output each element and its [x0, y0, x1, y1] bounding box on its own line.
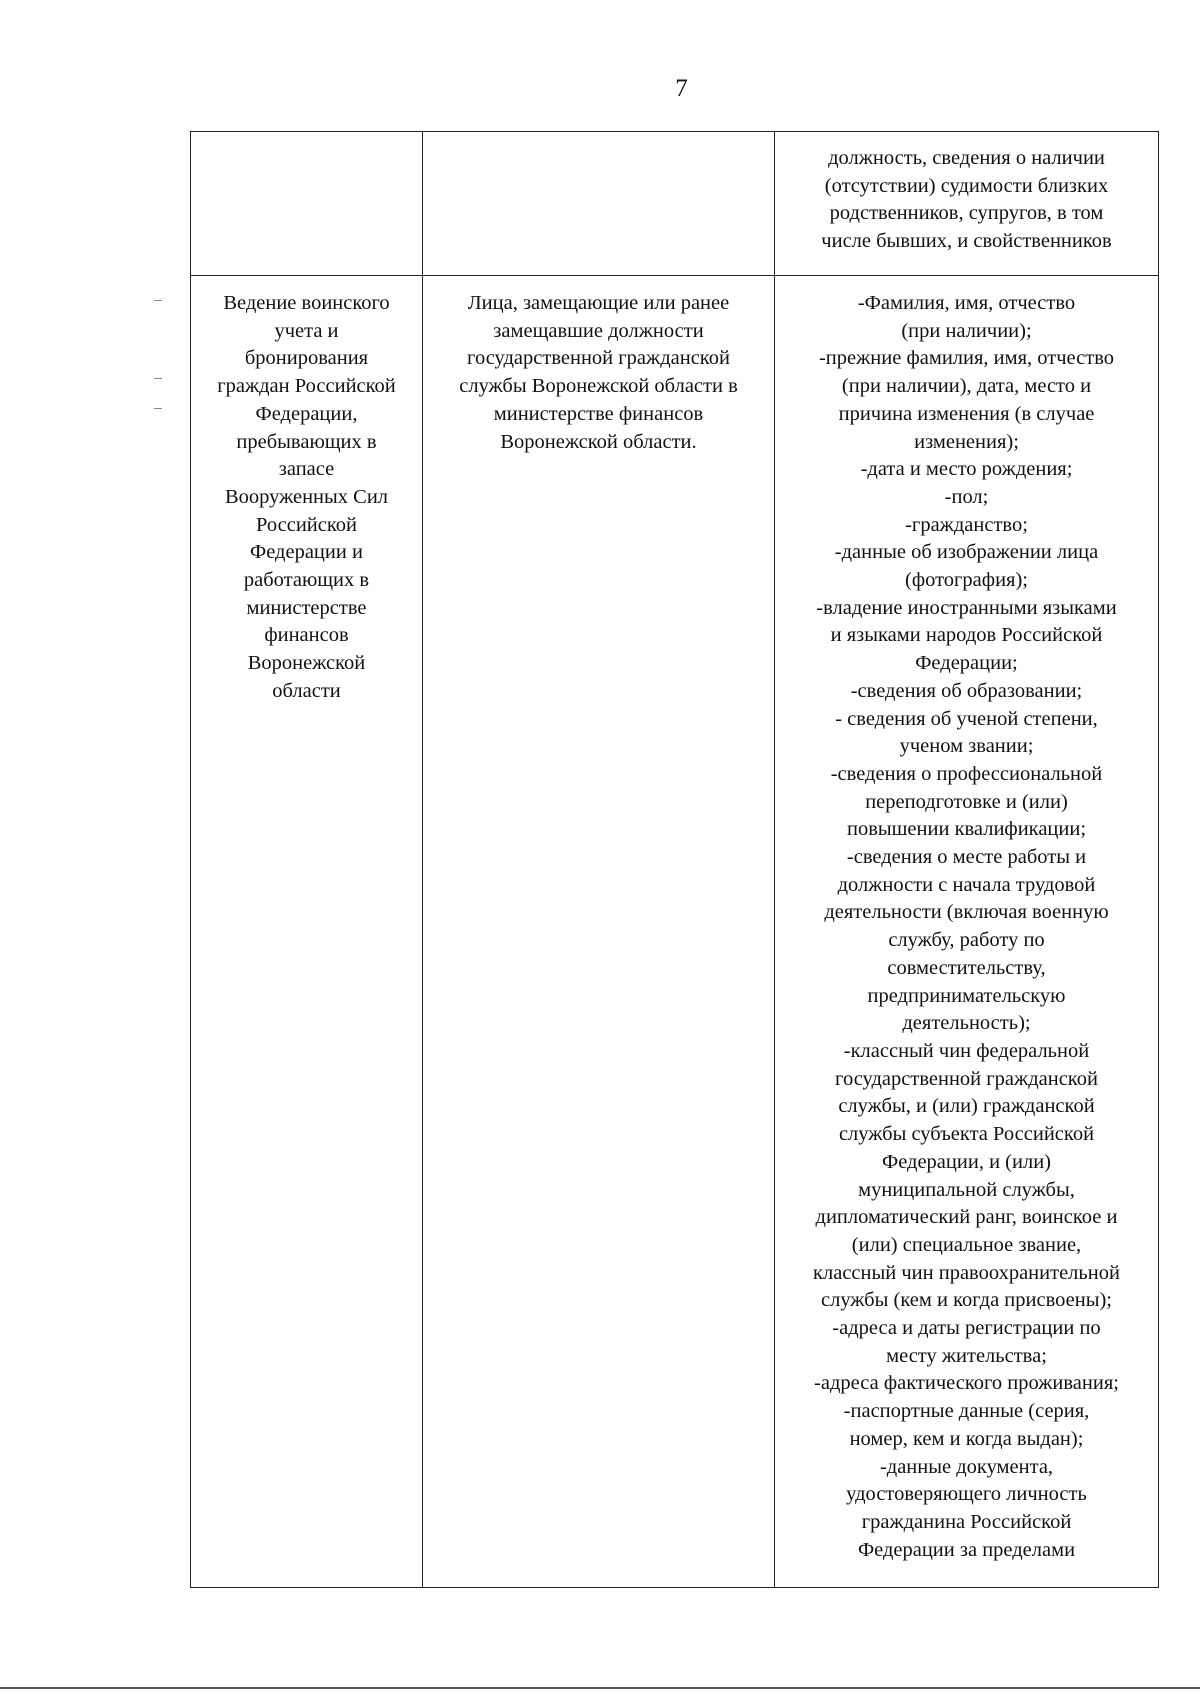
- text-line: -пол;: [944, 485, 989, 508]
- text-line: Федерации;: [915, 652, 1018, 675]
- text-line: Федерации и: [250, 541, 363, 564]
- text-line: службы Воронежской области в: [459, 375, 738, 398]
- table-row-continuation: [191, 132, 1159, 276]
- text-line: службы, и (или) гражданской: [838, 1095, 1095, 1118]
- text-line: финансов: [264, 624, 349, 647]
- text-line: повышении квалификации;: [846, 818, 1087, 841]
- text-line: числе бывших, и свойственников: [821, 230, 1112, 253]
- text-line: деятельность);: [902, 1012, 1031, 1035]
- text-line: причина изменения (в случае: [838, 402, 1095, 425]
- text-line: и языками народов Российской: [830, 624, 1103, 647]
- text-line: Воронежской области.: [500, 430, 697, 453]
- text-line: Вооруженных Сил: [224, 485, 389, 508]
- text-line: службы (кем и когда присвоены);: [820, 1289, 1112, 1312]
- text-line: -адреса и даты регистрации по: [832, 1317, 1101, 1340]
- text-line: - сведения об ученой степени,: [835, 707, 1098, 730]
- text-line: Ведение воинского: [223, 292, 390, 314]
- text-line: -гражданство;: [905, 513, 1028, 536]
- text-line: службы субъекта Российской: [838, 1123, 1095, 1146]
- text-line: предпринимательскую: [867, 984, 1066, 1007]
- text-line: государственной гражданской: [467, 347, 730, 370]
- text-line: (фотография);: [905, 569, 1028, 592]
- text-line: замещавшие должности: [493, 319, 704, 342]
- text-line: (при наличии), дата, место и: [841, 375, 1092, 398]
- text-line: Российской: [255, 513, 358, 536]
- text-line: -данные документа,: [879, 1455, 1054, 1478]
- text-line: переподготовке и (или): [865, 790, 1068, 813]
- text-line: министерстве финансов: [493, 402, 704, 425]
- continuation-text: [779, 145, 1154, 256]
- text-line: деятельности (включая военную: [824, 901, 1109, 924]
- text-line: должность, сведения о наличии: [828, 147, 1105, 169]
- personal-data-list-text: [777, 290, 1156, 1564]
- cell-subjects-empty: [423, 132, 775, 276]
- text-line: номер, кем и когда выдан);: [849, 1427, 1084, 1450]
- text-line: (отсутствии) судимости близких: [824, 174, 1109, 197]
- table-row-military-registration: [191, 276, 1159, 1588]
- text-line: -дата и место рождения;: [860, 458, 1073, 481]
- cell-purpose-empty: [191, 132, 423, 276]
- text-line: Федерации,: [255, 402, 358, 425]
- text-line: изменения);: [914, 430, 1019, 453]
- text-line: -паспортные данные (серия,: [843, 1400, 1090, 1423]
- text-line: Воронежской: [247, 652, 366, 675]
- text-line: -данные об изображении лица: [834, 541, 1099, 564]
- text-line: -владение иностранными языками: [816, 596, 1117, 619]
- text-line: -Фамилия, имя, отчество: [857, 292, 1076, 314]
- text-line: запасе: [278, 458, 335, 481]
- text-line: учета и: [274, 319, 339, 342]
- text-line: удостоверяющего личность: [846, 1483, 1087, 1506]
- text-line: Лица, замещающие или ранее: [467, 292, 730, 314]
- text-line: работающих в: [243, 569, 370, 592]
- cell-data-subjects: [423, 276, 775, 1588]
- text-line: бронирования: [244, 347, 369, 370]
- text-line: области: [272, 679, 341, 702]
- text-line: ученом звании;: [899, 735, 1034, 758]
- text-line: месту жительства;: [886, 1344, 1047, 1367]
- text-line: муниципальной службы,: [858, 1178, 1075, 1201]
- cell-personal-data-list: [775, 276, 1159, 1588]
- text-line: Федерации, и (или): [882, 1150, 1051, 1173]
- text-line: граждан Российской: [217, 375, 396, 398]
- text-line: дипломатический ранг, воинское и: [815, 1206, 1118, 1229]
- text-line: министерстве: [246, 596, 367, 619]
- text-line: государственной гражданской: [835, 1067, 1098, 1090]
- text-line: службу, работу по: [888, 929, 1045, 952]
- text-line: -сведения об образовании;: [850, 679, 1083, 702]
- text-line: Федерации за пределами: [857, 1538, 1076, 1561]
- text-line: (при наличии);: [901, 319, 1032, 342]
- text-line: -адреса фактического проживания;: [814, 1372, 1119, 1395]
- data-processing-table: [190, 131, 1159, 1588]
- text-line: -сведения о профессиональной: [830, 762, 1103, 785]
- cell-processing-purpose: [191, 276, 423, 1588]
- scan-margin-mark: [154, 300, 162, 301]
- processing-purpose-text: [197, 290, 416, 706]
- page-number: 7: [675, 75, 688, 102]
- text-line: совместительству,: [887, 956, 1046, 979]
- text-line: (или) специальное звание,: [851, 1233, 1082, 1256]
- cell-data-continuation: [775, 132, 1159, 276]
- text-line: классный чин правоохранительной: [813, 1261, 1120, 1284]
- text-line: -сведения о месте работы и: [846, 846, 1087, 869]
- scan-margin-mark: [154, 408, 162, 409]
- scan-bottom-edge: [0, 1687, 1200, 1689]
- scan-margin-mark: [154, 378, 162, 379]
- text-line: -классный чин федеральной: [843, 1039, 1090, 1062]
- data-subjects-text: [429, 290, 768, 456]
- text-line: гражданина Российской: [861, 1510, 1072, 1533]
- text-line: должности с начала трудовой: [837, 873, 1096, 896]
- text-line: пребывающих в: [236, 430, 377, 453]
- text-line: -прежние фамилия, имя, отчество: [818, 347, 1114, 370]
- text-line: родственников, супругов, в том: [829, 202, 1104, 225]
